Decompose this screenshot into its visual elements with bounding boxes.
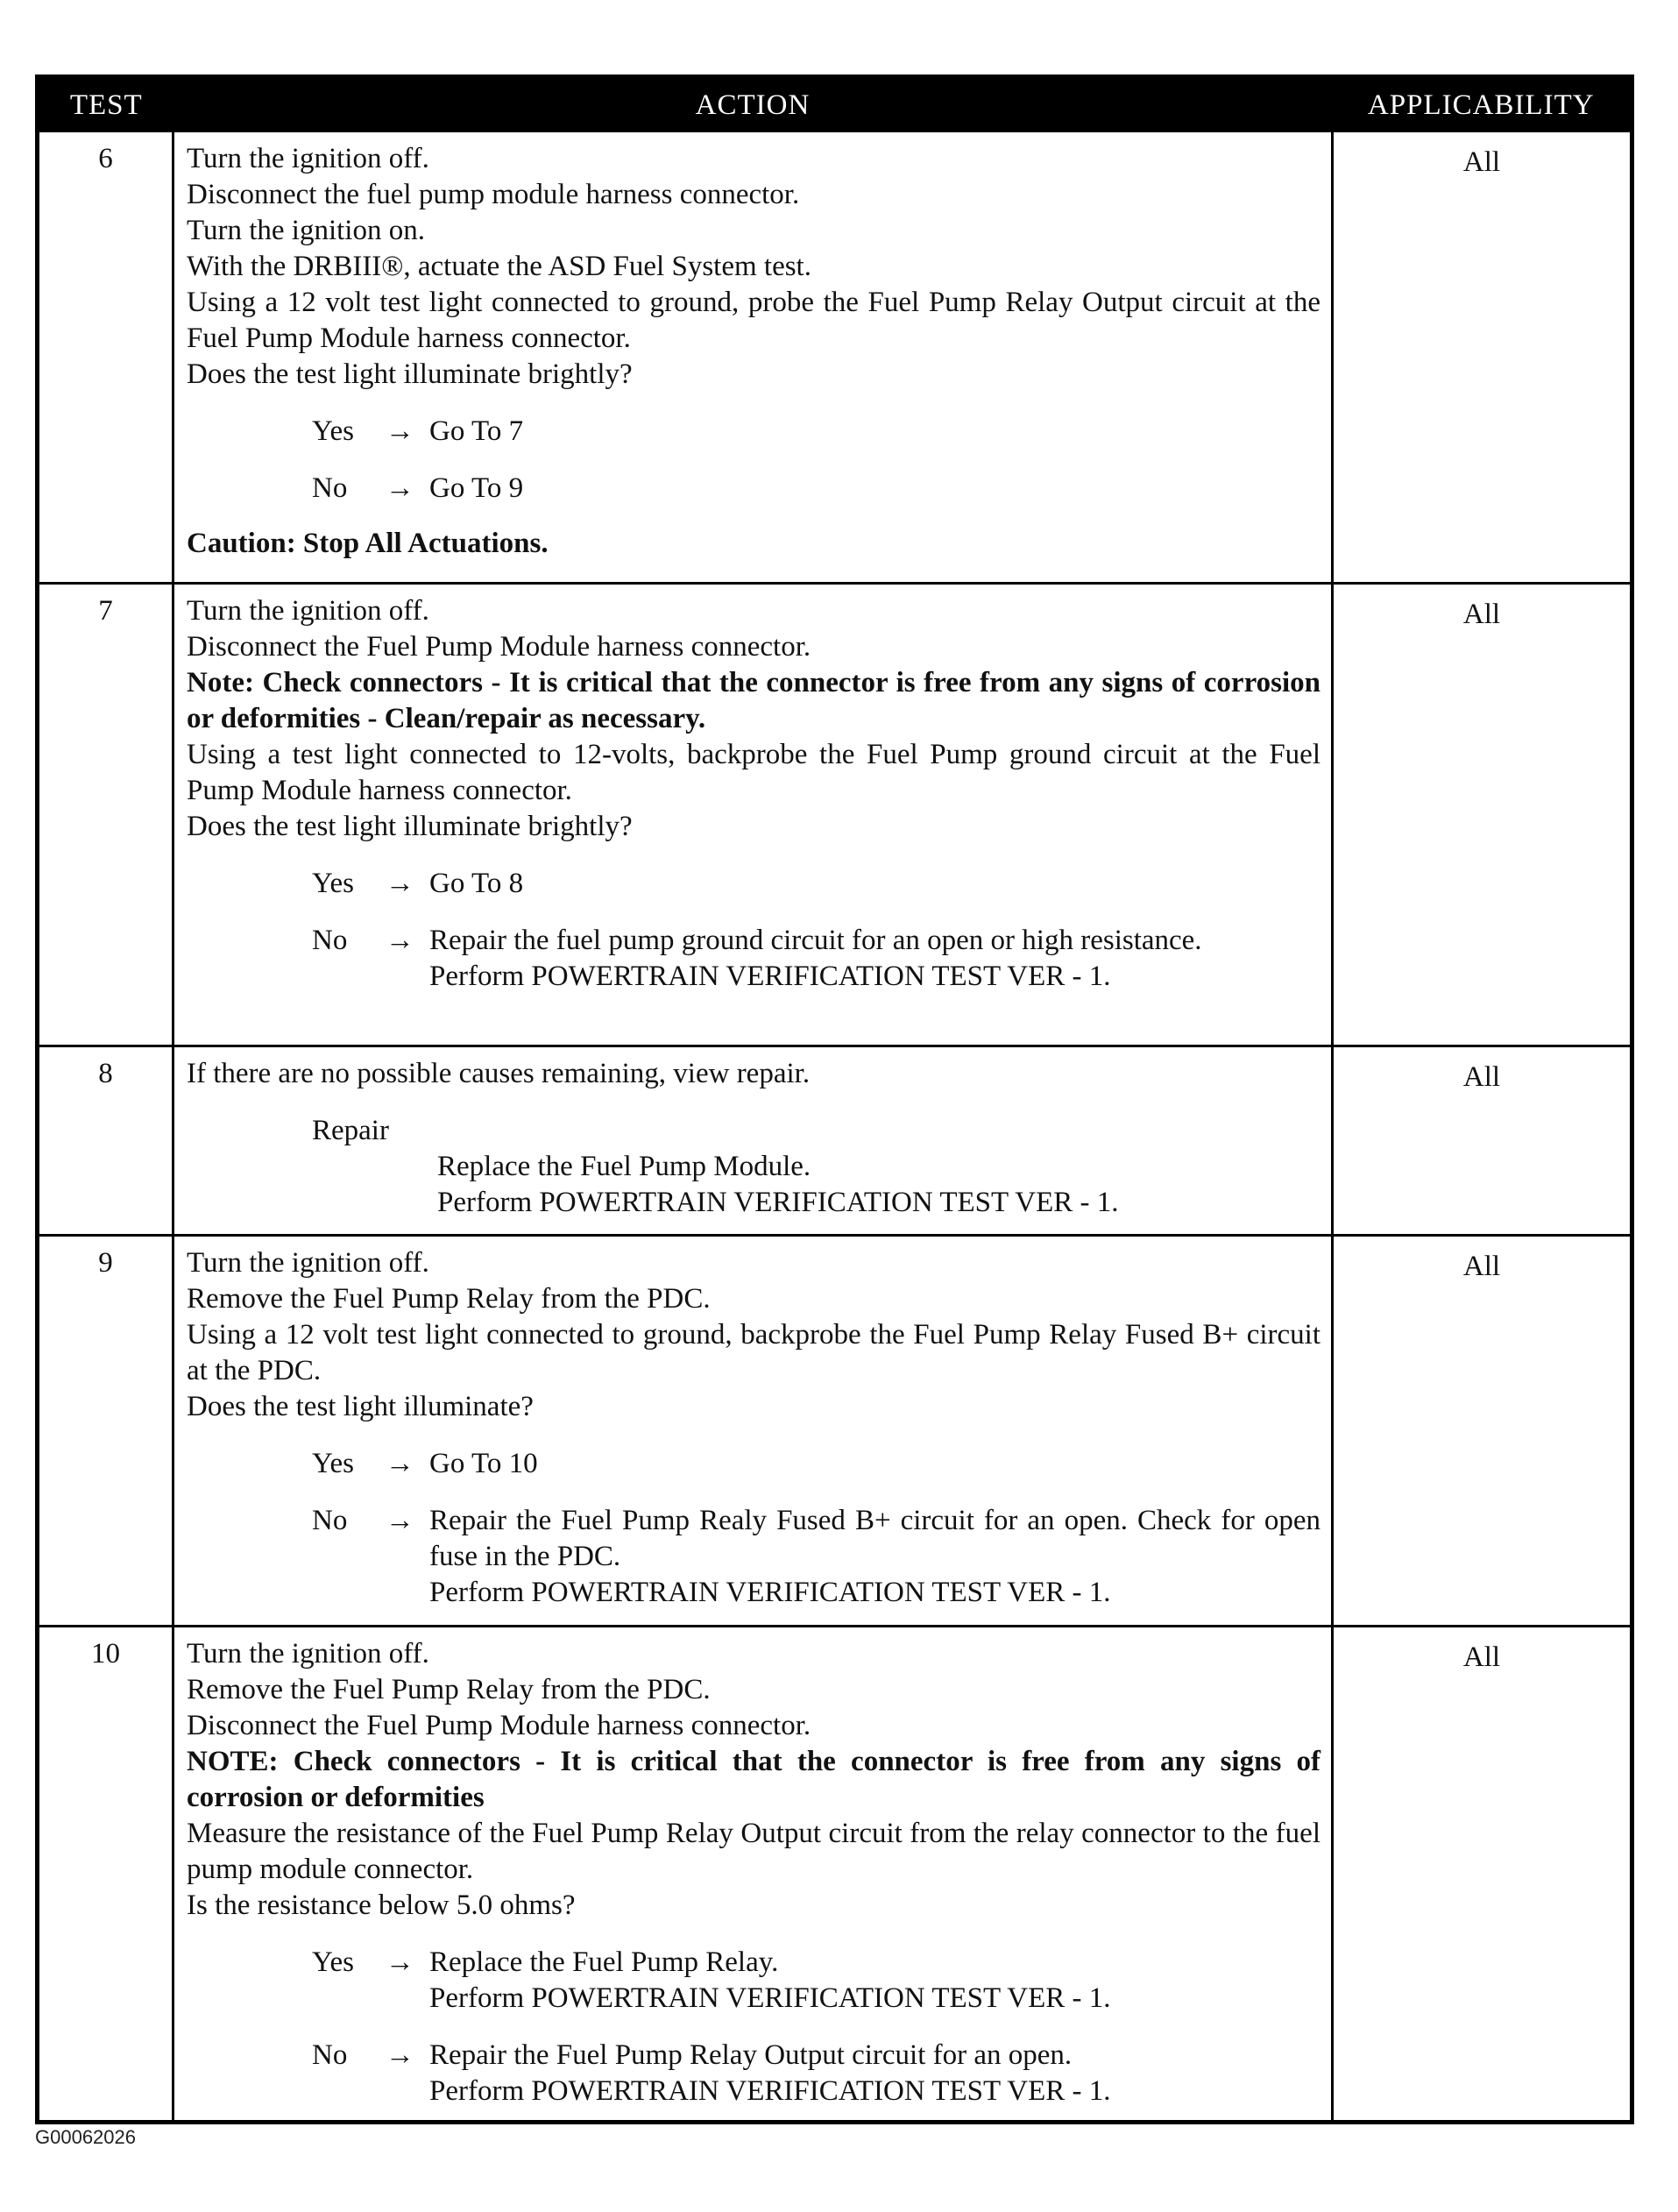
arrow-icon: →	[386, 1946, 414, 1978]
yes-result	[312, 866, 1320, 902]
repair-text: Replace the Fuel Pump Module.	[437, 1151, 811, 1182]
no-target-verify: Perform POWERTRAIN VERIFICATION TEST VER - 1.	[429, 961, 1111, 992]
yes-result	[312, 414, 1320, 450]
table-row	[38, 1046, 1632, 1236]
step-text: Does the test light illuminate brightly?	[187, 358, 633, 390]
no-result	[312, 1503, 1320, 1611]
yes-label: Yes	[312, 415, 355, 447]
step-text: Turn the ignition on.	[187, 215, 425, 246]
action-cell	[173, 584, 1333, 1046]
no-target-verify: Perform POWERTRAIN VERIFICATION TEST VER - 1.	[429, 1577, 1111, 1608]
yes-target: Go To 8	[429, 868, 524, 899]
step-text: Disconnect the Fuel Pump Module harness connector.	[187, 1710, 811, 1741]
step-text: Measure the resistance of the Fuel Pump Relay Output circuit from the relay connector to the fuel pump module connector.	[187, 1818, 1320, 1885]
test-number: 10	[38, 1627, 173, 2123]
no-label: No	[312, 925, 348, 956]
step-text: Turn the ignition off.	[187, 1638, 429, 1670]
arrow-icon: →	[386, 415, 414, 447]
yes-target: Go To 7	[429, 415, 524, 447]
figure-id: G00062026	[35, 2126, 136, 2148]
caution-text: Caution: Stop All Actuations.	[187, 528, 549, 559]
step-text: Using a 12 volt test light connected to ground, backprobe the Fuel Pump Relay Fused B+ circuit at the PDC.	[187, 1319, 1320, 1386]
test-number: 7	[38, 584, 173, 1046]
table-row	[38, 584, 1632, 1046]
step-text: Does the test light illuminate?	[187, 1391, 534, 1422]
yes-target-verify: Perform POWERTRAIN VERIFICATION TEST VER - 1.	[429, 1982, 1111, 2014]
step-text: Turn the ignition off.	[187, 1247, 429, 1279]
no-result	[312, 471, 1320, 507]
action-cell	[173, 131, 1333, 584]
note-text: Note: Check connectors - It is critical that the connector is free from any signs of corrosion or deformities - Clean/repair as necessary.	[187, 667, 1320, 734]
no-target-text: Repair the fuel pump ground circuit for an open or high resistance.	[429, 925, 1202, 956]
header-applicability: APPLICABILITY	[1333, 77, 1632, 131]
applicability-value: All	[1333, 1046, 1632, 1236]
step-text: Turn the ignition off.	[187, 595, 429, 627]
no-label: No	[312, 472, 348, 504]
no-target-text: Repair the Fuel Pump Relay Output circuit for an open.	[429, 2039, 1073, 2071]
test-number: 9	[38, 1236, 173, 1627]
applicability-value: All	[1333, 584, 1632, 1046]
table-row	[38, 131, 1632, 584]
arrow-icon: →	[386, 868, 414, 899]
no-result	[312, 2038, 1320, 2109]
arrow-icon: →	[386, 2039, 414, 2071]
step-text: Using a 12 volt test light connected to ground, probe the Fuel Pump Relay Output circuit at the Fuel Pump Module harness connector.	[187, 287, 1320, 354]
header-row	[38, 77, 1632, 131]
no-target	[429, 923, 1320, 995]
no-target: Go To 9	[429, 472, 524, 504]
step-text: With the DRBIII®, actuate the ASD Fuel System test.	[187, 251, 811, 282]
yes-target: Go To 10	[429, 1448, 538, 1479]
table-row	[38, 1236, 1632, 1627]
applicability-value: All	[1333, 1236, 1632, 1627]
yes-label: Yes	[312, 1448, 355, 1479]
no-label: No	[312, 2039, 348, 2071]
arrow-icon: →	[386, 1505, 414, 1536]
header-test: TEST	[38, 77, 173, 131]
test-number: 6	[38, 131, 173, 584]
step-text: Disconnect the Fuel Pump Module harness connector.	[187, 631, 811, 663]
step-text: Using a test light connected to 12-volts, backprobe the Fuel Pump ground circuit at the Fuel Pump Module harness connector.	[187, 739, 1320, 806]
header-action: ACTION	[173, 77, 1333, 131]
diagnostic-test-table	[35, 74, 1634, 2124]
step-text: Is the resistance below 5.0 ohms?	[187, 1889, 576, 1921]
no-label: No	[312, 1505, 348, 1536]
test-number: 8	[38, 1046, 173, 1236]
arrow-icon: →	[386, 1448, 414, 1479]
arrow-icon: →	[386, 472, 414, 504]
action-cell	[173, 1046, 1333, 1236]
action-cell	[173, 1236, 1333, 1627]
repair-text: Perform POWERTRAIN VERIFICATION TEST VER - 1.	[437, 1187, 1119, 1218]
applicability-value: All	[1333, 131, 1632, 584]
step-text: Disconnect the fuel pump module harness connector.	[187, 179, 800, 210]
yes-result	[312, 1945, 1320, 2017]
step-text: Remove the Fuel Pump Relay from the PDC.	[187, 1283, 711, 1315]
yes-target-text: Replace the Fuel Pump Relay.	[429, 1946, 779, 1978]
yes-label: Yes	[312, 868, 355, 899]
yes-target	[429, 1945, 1320, 2017]
no-target-text: Repair the Fuel Pump Realy Fused B+ circuit for an open. Check for open fuse in the PDC.	[429, 1505, 1320, 1572]
repair-label: Repair	[312, 1115, 389, 1146]
step-text: Does the test light illuminate brightly?	[187, 811, 633, 842]
step-text: If there are no possible causes remaining, view repair.	[187, 1058, 811, 1089]
action-cell	[173, 1627, 1333, 2123]
no-result	[312, 923, 1320, 995]
yes-result	[312, 1446, 1320, 1482]
arrow-icon: →	[386, 925, 414, 956]
yes-label: Yes	[312, 1946, 355, 1978]
no-target	[429, 1503, 1320, 1611]
note-text: NOTE: Check connectors - It is critical that the connector is free from any signs of corrosion or deformities	[187, 1746, 1320, 1813]
applicability-value: All	[1333, 1627, 1632, 2123]
table-row	[38, 1627, 1632, 2123]
no-target-verify: Perform POWERTRAIN VERIFICATION TEST VER - 1.	[429, 2075, 1111, 2107]
step-text: Remove the Fuel Pump Relay from the PDC.	[187, 1674, 711, 1705]
step-text: Turn the ignition off.	[187, 143, 429, 174]
no-target	[429, 2038, 1320, 2109]
